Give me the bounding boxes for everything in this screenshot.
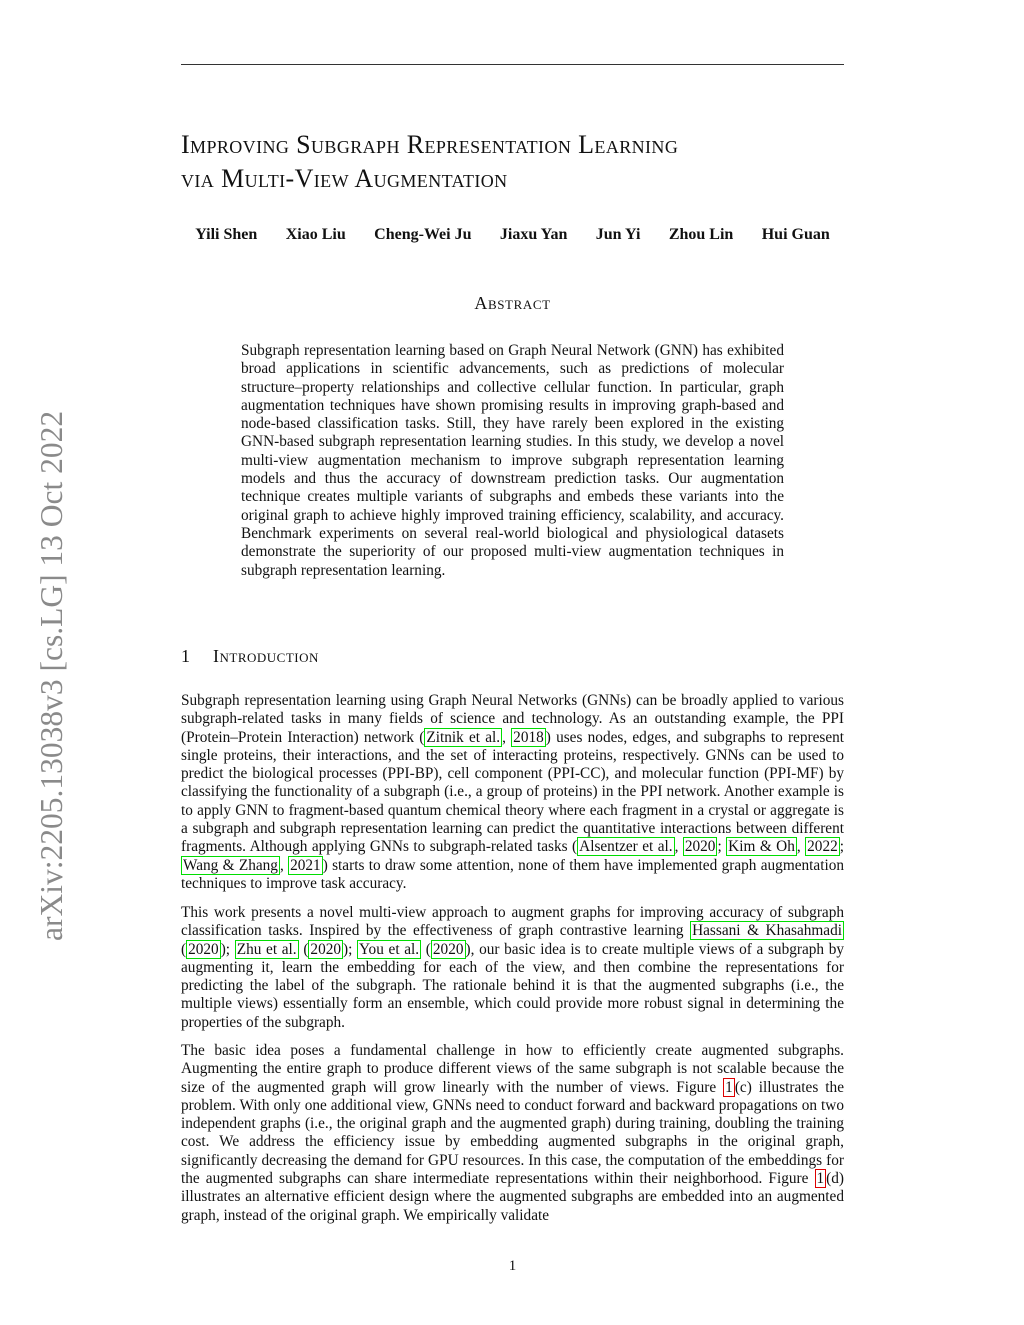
text-run: ( (181, 940, 187, 958)
text-run: (d) illustrates an alternative efficient design where the augmented subgraphs are embedded into an augmented graph, instead of the original graph. We empirically validate (181, 1170, 844, 1224)
citation-link[interactable]: Kim & Oh (728, 838, 795, 856)
arxiv-identifier: arXiv:2205.13038v3 [cs.LG] 13 Oct 2022 (34, 410, 69, 941)
text-run: ( (298, 940, 309, 958)
title-line-2: via Multi-View Augmentation (181, 164, 508, 193)
citation-link[interactable]: 2022 (807, 838, 838, 856)
paragraph-intro-1 (181, 692, 844, 893)
text-run: , (502, 728, 512, 746)
paragraph-intro-2 (181, 904, 844, 1032)
figure-reference-link[interactable]: 1 (725, 1078, 733, 1096)
author-list (181, 226, 844, 244)
author: Yili Shen (195, 226, 258, 243)
citation-link[interactable]: Zitnik et al. (426, 728, 501, 746)
author: Jun Yi (595, 226, 641, 243)
citation-link[interactable]: Alsentzer et al. (579, 838, 673, 856)
citation-link[interactable]: 2020 (310, 940, 342, 958)
text-run: , (279, 856, 289, 874)
author: Jiaxu Yan (499, 226, 568, 243)
paper-title (181, 128, 881, 196)
text-run: The basic idea poses a fundamental challenge in how to efficiently create augmented subgraphs. Augmenting the entire graph to produce different views of the same subgraph is not scalable because the size of the augmented graph will grow linearly with the number of views. Figure (181, 1042, 844, 1096)
author: Zhou Lin (668, 226, 734, 243)
section-number: 1 (181, 646, 191, 666)
text-run: , (796, 838, 806, 856)
text-run: Subgraph representation learning using Graph Neural Networks (GNNs) can be broadly applied to various subgraph-related tasks in many fields of science and technology. As an outstanding example, the PPI (Protein–Protein Interaction) network ( (181, 692, 844, 746)
author: Hui Guan (761, 226, 830, 243)
header-rule (181, 64, 844, 65)
text-run: ), our basic idea is to create multiple views of a subgraph by augmenting it, learn the embedding for each of the view, and then combine the representations for predicting the label of the subgraph. The rationale behind it is that the augmented subgraphs (i.e., the multiple views) essentially form an ensemble, which could provide more robust signal in determining the properties of the subgraph. (181, 940, 845, 1031)
text-run: ) uses nodes, edges, and subgraphs to represent single proteins, their interactions, and the set of interacting proteins, respectively. GNNs can be used to predict the biological processes (PPI-BP), cell component (PPI-CC), and molecular function (PPI-MF) by classifying the functionality of a subgraph (i.e., a group of proteins) in the PPI network. Another example is to apply GNN to fragment-based quantum chemical theory where each fragment in a crystal or aggregate is a subgraph and subgraph representation learning can predict the quantitative interactions between different fragments. Although applying GNNs to subgraph-related tasks ( (181, 728, 845, 856)
section-title: Introduction (213, 646, 319, 666)
text-run: ) starts to draw some attention, none of them have implemented graph augmentation techniques to improve task accuracy. (181, 856, 844, 892)
text-run: ); (220, 940, 235, 958)
page-number: 1 (508, 1258, 517, 1274)
citation-link[interactable]: Wang & Zhang (183, 856, 278, 874)
text-run: ( (421, 940, 431, 958)
citation-link[interactable]: 2018 (513, 728, 544, 746)
text-run: This work presents a novel multi-view approach to augment graphs for improving accuracy of subgraph classification tasks. Inspired by the effectiveness of graph contrastive learning (181, 904, 844, 940)
citation-link[interactable]: 2021 (290, 856, 321, 874)
title-line-1: Improving Subgraph Representation Learning (181, 130, 679, 159)
figure-reference-link[interactable]: 1 (816, 1170, 825, 1188)
citation-link[interactable]: Hassani & Khasahmadi (692, 922, 842, 940)
citation-link[interactable]: 2020 (188, 940, 219, 958)
text-run: (c) illustrates the problem. With only one additional view, GNNs need to conduct forward and backward propagations on two independent graphs (i.e., the original graph and the augmented graph) during training, doubling the training cost. We address the efficiency issue by embedding augmented subgraphs in the original graph, significantly decreasing the demand for GPU resources. In this case, the computation of the embeddings for the augmented subgraphs can share intermediate representations within their neighborhood. Figure (181, 1078, 844, 1188)
section-heading (181, 646, 844, 667)
citation-link[interactable]: 2020 (684, 838, 716, 856)
text-run: ; (839, 838, 844, 856)
author: Xiao Liu (285, 226, 346, 243)
text-run: ; (717, 838, 727, 856)
text-run: ); (343, 940, 358, 958)
abstract-heading: Abstract (474, 293, 551, 313)
citation-link[interactable]: You et al. (359, 940, 420, 958)
author: Cheng-Wei Ju (374, 226, 472, 243)
citation-link[interactable]: 2020 (432, 940, 464, 958)
abstract-text: Subgraph representation learning based on Graph Neural Network (GNN) has exhibited broad applications in scientific advancements, such as predictions of molecular structure–property relationships and collective cellular function. In particular, graph augmentation techniques have shown promising results in improving graph-based and node-based classification tasks. Still, they have rarely been explored in the existing GNN-based subgraph representation learning studies. In this study, we develop a novel multi-view augmentation mechanism to improve subgraph representation learning models and thus the accuracy of downstream prediction tasks. Our augmentation technique creates multiple variants of subgraphs and embeds these variants into the original graph to achieve highly improved training efficiency, scalability, and accuracy. Benchmark experiments on several real-world biological and physiological datasets demonstrate the superiority of our proposed multi-view augmentation techniques in subgraph representation learning. (241, 342, 784, 579)
citation-link[interactable]: Zhu et al. (236, 940, 297, 958)
paragraph-intro-3 (181, 1042, 844, 1225)
text-run: , (674, 838, 683, 856)
